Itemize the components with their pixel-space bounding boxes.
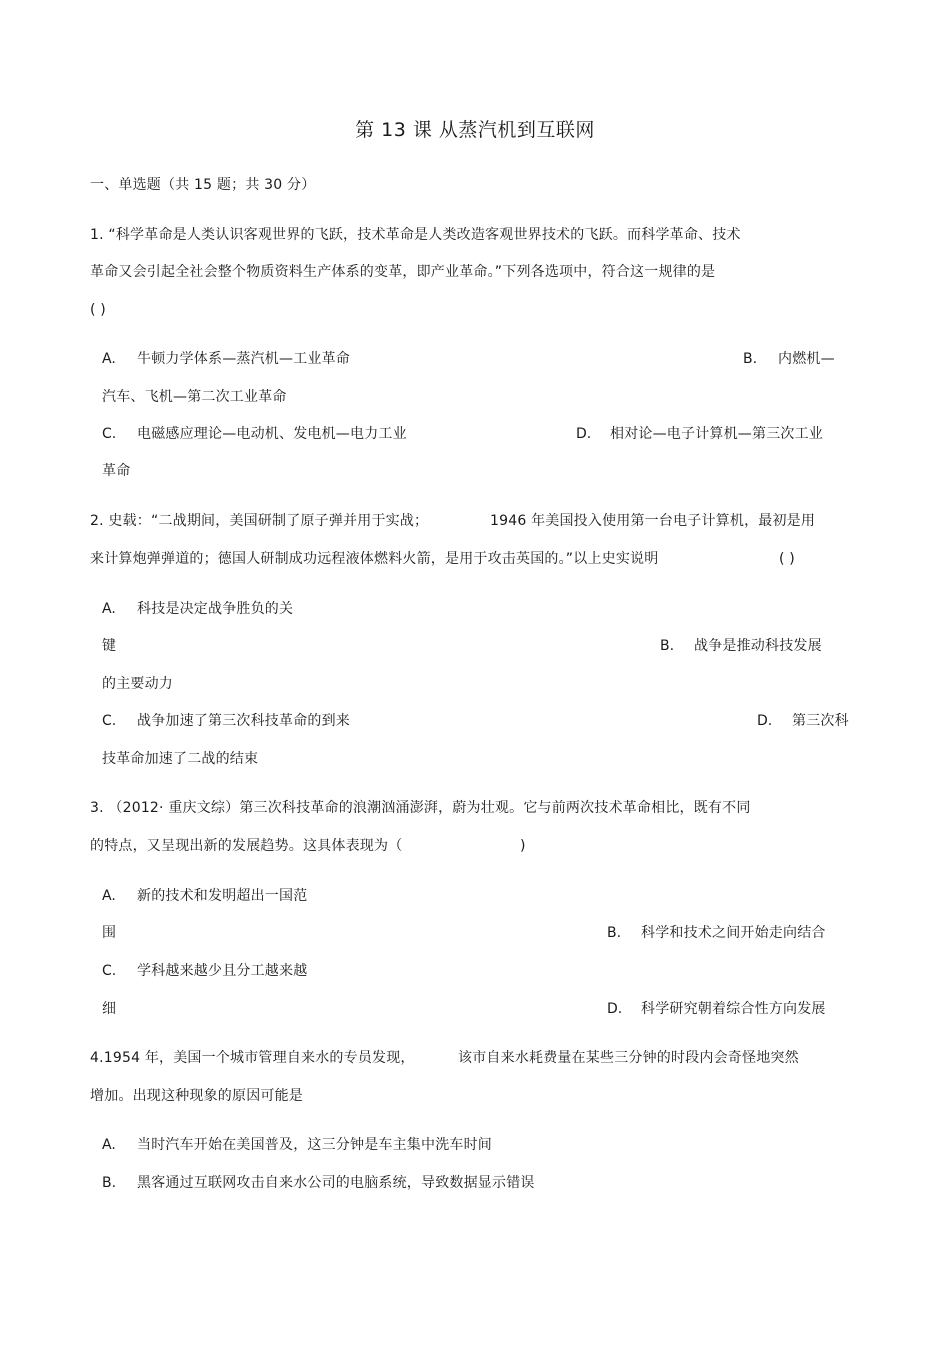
q1-option-b-text: 内燃机— xyxy=(778,351,835,367)
q4-option-a-text: 当时汽车开始在美国普及，这三分钟是车主集中洗车时间 xyxy=(137,1137,492,1153)
q2-option-d-text: 第三次科 xyxy=(792,713,849,729)
q4-option-b-text: 黑客通过互联网攻击自来水公司的电脑系统，导致数据显示错误 xyxy=(137,1175,535,1191)
q3-option-c-letter: C. xyxy=(102,963,117,979)
q1-option-a-letter: A. xyxy=(102,351,116,367)
q1-option-d-text: 相对论—电子计算机—第三次工业 xyxy=(610,426,823,442)
question-2-line-2: 来计算炮弹弹道的；德国人研制成功远程液体燃料火箭，是用于攻击英国的。”以上史实说明 xyxy=(90,551,659,567)
q3-option-b-text: 科学和技术之间开始走向结合 xyxy=(641,925,826,941)
q1-option-d-continued: 革命 xyxy=(102,463,131,479)
q1-option-a-text: 牛顿力学体系—蒸汽机—工业革命 xyxy=(137,351,350,367)
q3-option-a-continued: 围 xyxy=(102,925,117,941)
q2-option-a-text: 科技是决定战争胜负的关 xyxy=(137,601,294,617)
section-heading: 一、单选题（共 15 题；共 30 分） xyxy=(90,177,316,193)
q1-option-c-letter: C. xyxy=(102,426,117,442)
question-3-blank-close: ) xyxy=(520,838,526,854)
q3-option-b-letter: B. xyxy=(607,925,622,941)
q1-option-b-letter: B. xyxy=(743,351,758,367)
q1-option-b-continued: 汽车、飞机—第二次工业革命 xyxy=(102,389,287,405)
q3-option-a-letter: A. xyxy=(102,888,116,904)
q2-option-b-continued: 的主要动力 xyxy=(102,676,173,692)
question-3-line-2: 的特点，又呈现出新的发展趋势。这具体表现为（ xyxy=(90,838,403,854)
q2-option-d-continued: 技革命加速了二战的结束 xyxy=(102,751,259,767)
q2-option-c-letter: C. xyxy=(102,713,117,729)
q4-option-b-letter: B. xyxy=(102,1175,117,1191)
q2-option-b-text: 战争是推动科技发展 xyxy=(694,638,822,654)
q2-option-d-letter: D. xyxy=(757,713,773,729)
question-3-line-1: 3. （2012· 重庆文综）第三次科技革命的浪潮汹涌澎湃，蔚为壮观。它与前两次技术革命相比，既有不同 xyxy=(90,800,751,816)
q2-option-c-text: 战争加速了第三次科技革命的到来 xyxy=(137,713,350,729)
page-title: 第 13 课 从蒸汽机到互联网 xyxy=(355,119,595,141)
q3-option-c-text: 学科越来越少且分工越来越 xyxy=(137,963,308,979)
q3-option-d-text: 科学研究朝着综合性方向发展 xyxy=(641,1001,826,1017)
q3-option-d-letter: D. xyxy=(607,1001,623,1017)
question-2-blank: ( ) xyxy=(779,551,795,567)
q3-option-c-continued: 细 xyxy=(102,1001,117,1017)
q2-option-a-continued: 键 xyxy=(102,638,117,654)
question-4-line-1b: 该市自来水耗费量在某些三分钟的时段内会奇怪地突然 xyxy=(458,1050,799,1066)
question-1-line-1: 1. “科学革命是人类认识客观世界的飞跃，技术革命是人类改造客观世界技术的飞跃。而科学革命、技术 xyxy=(90,227,741,243)
q2-option-b-letter: B. xyxy=(660,638,675,654)
q4-option-a-letter: A. xyxy=(102,1137,116,1153)
q1-option-c-text: 电磁感应理论—电动机、发电机—电力工业 xyxy=(137,426,407,442)
question-4-line-2: 增加。出现这种现象的原因可能是 xyxy=(90,1088,303,1104)
q3-option-a-text: 新的技术和发明超出一国范 xyxy=(137,888,308,904)
q2-option-a-letter: A. xyxy=(102,601,116,617)
question-1-line-2: 革命又会引起全社会整个物质资料生产体系的变革，即产业革命。”下列各选项中，符合这一规律的是 xyxy=(90,264,716,280)
q1-option-d-letter: D. xyxy=(576,426,592,442)
question-4-line-1a: 4.1954 年，美国一个城市管理自来水的专员发现， xyxy=(90,1050,415,1066)
question-2-line-1a: 2. 史载：“二战期间，美国研制了原子弹并用于实战； xyxy=(90,513,429,529)
question-2-line-1b: 1946 年美国投入使用第一台电子计算机，最初是用 xyxy=(490,513,816,529)
question-1-blank: ( ) xyxy=(90,302,106,318)
